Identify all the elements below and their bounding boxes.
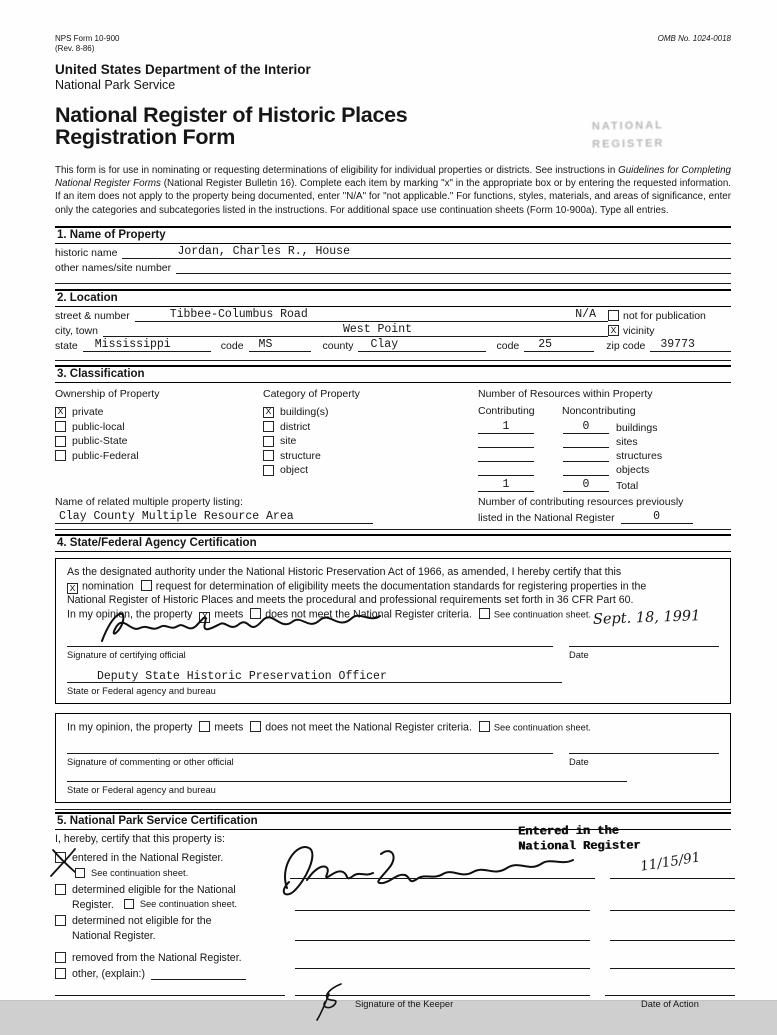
checkbox-request xyxy=(141,580,152,591)
resources-label: Number of Resources within Property xyxy=(478,387,653,400)
box2-signature-line xyxy=(67,752,553,754)
checkbox-public-federal xyxy=(55,450,66,461)
contributing-label: Contributing xyxy=(478,404,535,417)
related-listing-value: Clay County Multiple Resource Area xyxy=(59,510,294,524)
checkbox-meets: X xyxy=(199,612,210,623)
contributing-structures xyxy=(478,461,534,462)
related-listing-label: Name of related multiple property listing: xyxy=(55,495,243,508)
noncontributing-total: 0 xyxy=(563,479,609,492)
noncontributing-buildings: 0 xyxy=(563,421,609,434)
checkbox-buildings: X xyxy=(263,407,274,418)
department-title: United States Department of the Interior xyxy=(55,62,311,77)
does-not-meet-label: does not meet the National Register criteria. xyxy=(265,608,472,621)
other-explain-line xyxy=(151,968,246,980)
checkbox-other-explain xyxy=(55,968,66,979)
checkbox-nomination: X xyxy=(67,583,78,594)
county-value: Clay xyxy=(370,338,399,352)
keeper-initials-mark xyxy=(307,980,351,1022)
historic-name-label: historic name xyxy=(55,246,118,259)
county-label: county xyxy=(322,339,354,352)
nps-signature-line-3 xyxy=(295,940,590,941)
box2-does-not-meet-label: does not meet the National Register criteria. xyxy=(265,721,472,734)
section1-heading: 1. Name of Property xyxy=(55,226,731,244)
ownership-option-label: public-Federal xyxy=(72,449,139,462)
nps-signature-line-2 xyxy=(295,910,590,911)
box2-checkbox-see-continuation xyxy=(479,721,490,732)
box2-signature-label: Signature of commenting or other official xyxy=(67,756,234,767)
ownership-option-label: public-local xyxy=(72,420,125,433)
checkbox-removed-from-register xyxy=(55,952,66,963)
certification-box-2 xyxy=(55,713,731,803)
box2-checkbox-does-not-meet xyxy=(250,721,261,732)
handwritten-action-date: 11/15/91 xyxy=(639,849,702,876)
keeper-label: Signature of the Keeper xyxy=(355,999,454,1010)
city-label: city, town xyxy=(55,324,98,337)
nps-date-line-3 xyxy=(610,940,735,941)
not-for-publication-label: not for publication xyxy=(623,309,706,322)
checkbox-see-continuation xyxy=(479,608,490,619)
box2-agency-line xyxy=(67,780,627,782)
request-label: request for determination of eligibility meets the documentation standards for registering properties in the xyxy=(155,580,647,593)
other-explain-label: other, (explain:) xyxy=(72,968,146,981)
form-instructions: This form is for use in nominating or requesting determinations of eligibility for individual properties or districts. See instructions in Guidelines for Completing National Register Forms (National Register Bulletin 16). Complete each item by marking "x" in the appropriate box or by entering the requested information. If an item does not apply to the property being documented, enter "N/A" for "not applicable." For functions, styles, materials, and areas of significance, enter only the categories and subcategories listed in the instructions. For additional space use continuation sheets (Form 10-900a). Type all entries. xyxy=(55,164,731,216)
box2-signature-date-lines xyxy=(67,752,719,754)
checkbox-entered-in-register xyxy=(55,852,66,863)
checkbox-public-local xyxy=(55,421,66,432)
checkbox-district xyxy=(263,421,274,432)
faint-national-register-stamp: NATIONAL REGISTER xyxy=(591,119,665,151)
box2-agency-label: State or Federal agency and bureau xyxy=(67,785,216,796)
category-option-label: district xyxy=(280,420,311,433)
checkbox-site xyxy=(263,436,274,447)
agency-title: National Park Service xyxy=(55,78,176,92)
date-of-action-line xyxy=(605,995,735,996)
date-of-action-label: Date of Action xyxy=(641,999,699,1010)
contributing-buildings: 1 xyxy=(478,421,534,434)
nps-date-line-4 xyxy=(610,968,735,969)
entered-in-register-stamp: Entered in the National Register xyxy=(517,824,641,854)
previously-listed-label-1: Number of contributing resources previously xyxy=(478,495,684,508)
state-row xyxy=(55,337,731,352)
determined-eligible-label-1: determined eligible for the National xyxy=(72,884,236,897)
section-divider xyxy=(55,360,731,361)
box2-date-label: Date xyxy=(569,756,589,767)
signature-line xyxy=(67,645,553,647)
section3-heading: 3. Classification xyxy=(55,365,731,383)
removed-from-register-label: removed from the National Register. xyxy=(72,952,242,965)
checkbox-see-continuation-2 xyxy=(124,899,134,909)
form-number-block xyxy=(55,34,119,54)
checkbox-does-not-meet xyxy=(250,608,261,619)
contributing-total: 1 xyxy=(478,479,534,492)
form-number: NPS Form 10-900 xyxy=(55,34,120,43)
previously-listed-label-2: listed in the National Register xyxy=(478,511,615,524)
box2-checkbox-meets xyxy=(199,721,210,732)
box2-meets-label: meets xyxy=(214,721,244,734)
see-continuation-label-1: See continuation sheet. xyxy=(91,868,189,879)
cert-line-3: National Register of Historic Places and meets the procedural and professional requirements set forth in 36 CFR Part 60. xyxy=(67,594,634,607)
street-value: Tibbee-Columbus Road xyxy=(169,308,308,322)
state-value: Mississippi xyxy=(94,338,171,352)
certification-box-1 xyxy=(55,558,731,704)
see-continuation-label: See continuation sheet. xyxy=(493,609,592,620)
nps-signature-line-1 xyxy=(290,878,595,879)
keeper-signature-line xyxy=(295,995,590,996)
checkbox-structure xyxy=(263,450,274,461)
section2-heading: 2. Location xyxy=(55,289,731,307)
city-value: West Point xyxy=(342,323,412,337)
see-continuation-label-2: See continuation sheet. xyxy=(139,899,237,910)
box2-opinion-line xyxy=(67,721,719,735)
date-line xyxy=(569,645,719,647)
checkbox-object xyxy=(263,465,274,476)
box2-see-continuation-label: See continuation sheet. xyxy=(493,722,592,733)
nomination-label: nomination xyxy=(82,580,134,593)
resources-column xyxy=(478,388,731,492)
left-bottom-line xyxy=(55,995,285,996)
cert-line-2 xyxy=(67,580,719,594)
category-option-label: building(s) xyxy=(280,406,329,419)
determined-not-eligible-label-2: National Register. xyxy=(72,930,156,943)
resource-row-label: Total xyxy=(616,479,639,492)
meets-label: meets xyxy=(214,608,244,621)
box2-date-line xyxy=(569,752,719,754)
previously-listed-value: 0 xyxy=(653,510,661,524)
state-code-value: MS xyxy=(258,338,273,352)
agency-bureau-label: State or Federal agency and bureau xyxy=(67,686,216,697)
signature-label: Signature of certifying official xyxy=(67,649,186,660)
vicinity-label: vicinity xyxy=(623,324,655,337)
ownership-option-label: private xyxy=(72,406,104,419)
form-revision: (Rev. 8-86) xyxy=(55,44,95,53)
agency-bureau-value: Deputy State Historic Preservation Officer xyxy=(97,669,387,683)
checkbox-not-for-publication xyxy=(608,310,619,321)
nps-date-line-2 xyxy=(610,910,735,911)
zip-label: zip code xyxy=(606,339,646,352)
other-names-row xyxy=(55,259,731,274)
category-option-label: object xyxy=(280,464,309,477)
noncontributing-objects xyxy=(563,475,609,476)
section-divider xyxy=(55,283,731,284)
state-label: state xyxy=(55,339,78,352)
city-row xyxy=(55,322,731,337)
nps-date-line-1 xyxy=(610,878,735,879)
resource-row-label: structures xyxy=(616,449,663,462)
opinion-prefix: In my opinion, the property xyxy=(67,608,193,621)
noncontributing-label: Noncontributing xyxy=(562,404,636,417)
county-code-label: code xyxy=(496,339,520,352)
determined-eligible-label-2: Register. xyxy=(72,899,114,912)
entered-in-register-label: entered in the National Register. xyxy=(72,852,224,865)
street-label: street & number xyxy=(55,309,130,322)
classification-columns xyxy=(55,388,731,492)
checkbox-determined-eligible xyxy=(55,884,66,895)
related-listing-block xyxy=(55,496,731,524)
resource-row-label: sites xyxy=(616,435,638,448)
checkbox-public-state xyxy=(55,436,66,447)
resource-row-label: buildings xyxy=(616,421,658,434)
nps-signature-line-4 xyxy=(295,968,590,969)
historic-name-row xyxy=(55,244,731,259)
contributing-sites xyxy=(478,447,534,448)
ownership-option-label: public-State xyxy=(72,435,128,448)
checkbox-private: X xyxy=(55,407,66,418)
noncontributing-sites xyxy=(563,447,609,448)
county-code-value: 25 xyxy=(538,338,553,352)
date-label: Date xyxy=(569,649,589,660)
resource-row-label: objects xyxy=(616,463,650,476)
nps-cert-intro: I, hereby, certify that this property is: xyxy=(55,833,225,846)
contributing-objects xyxy=(478,475,534,476)
category-option-label: structure xyxy=(280,449,321,462)
category-column xyxy=(263,388,478,492)
section4-heading: 4. State/Federal Agency Certification xyxy=(55,534,731,552)
nps-certification-area xyxy=(55,824,731,1035)
street-row xyxy=(55,307,731,322)
state-code-label: code xyxy=(220,339,244,352)
handwritten-date: Sept. 18, 1991 xyxy=(592,608,701,628)
ownership-column xyxy=(55,388,263,492)
section-divider xyxy=(55,529,731,530)
checkbox-determined-not-eligible xyxy=(55,915,66,926)
category-option-label: site xyxy=(280,435,297,448)
signature-date-lines xyxy=(67,645,719,647)
box2-opinion-prefix: In my opinion, the property xyxy=(67,721,193,734)
cert-line-1: As the designated authority under the National Historic Preservation Act of 1966, as amended, I hereby certify that this xyxy=(67,565,622,578)
checkbox-vicinity: X xyxy=(608,325,619,336)
noncontributing-structures xyxy=(563,461,609,462)
checkbox-see-continuation-1 xyxy=(75,868,85,878)
not-for-publication-na: N/A xyxy=(575,308,596,322)
category-label: Category of Property xyxy=(263,387,360,400)
section5-heading: 5. National Park Service Certification xyxy=(55,812,731,830)
historic-name-value: Jordan, Charles R., House xyxy=(177,245,350,259)
section-divider xyxy=(55,809,731,810)
zip-value: 39773 xyxy=(660,338,695,352)
omb-number: OMB No. 1024-0018 xyxy=(657,34,731,43)
page-title: National Register of Historic Places Registration Form xyxy=(55,103,408,150)
ownership-label: Ownership of Property xyxy=(55,387,160,400)
other-names-label: other names/site number xyxy=(55,261,172,274)
determined-not-eligible-label-1: determined not eligible for the xyxy=(72,915,212,928)
